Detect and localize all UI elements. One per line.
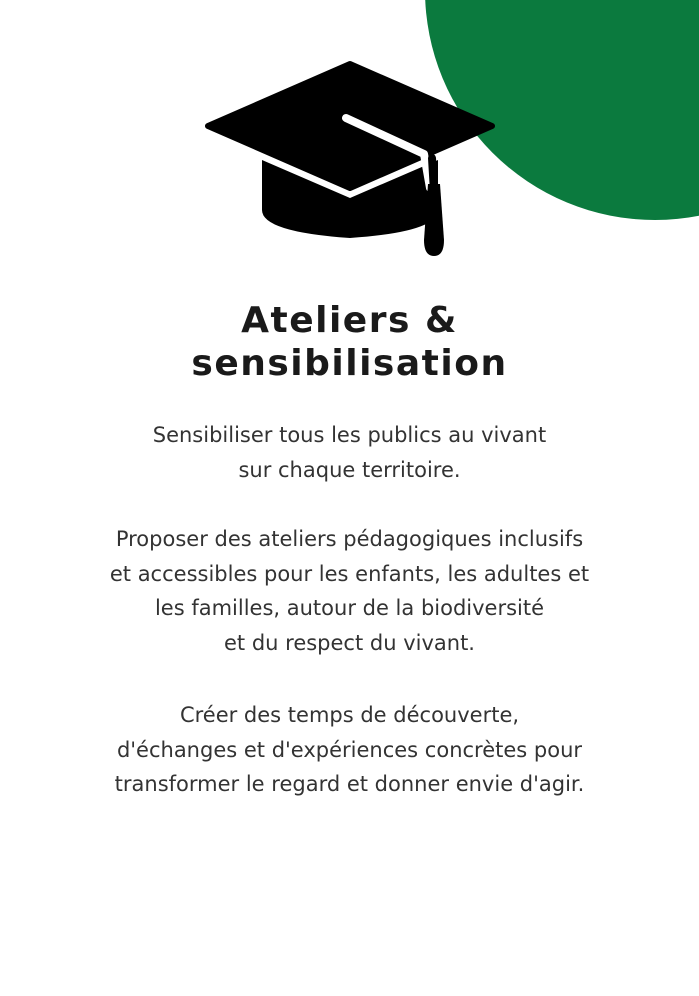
- paragraph-line: Créer des temps de découverte,: [179, 703, 520, 727]
- paragraph-2: [0, 522, 699, 660]
- paragraph-line: Sensibiliser tous les publics au vivant: [152, 423, 547, 447]
- graduation-cap-icon: [200, 60, 500, 265]
- paragraph-line: transformer le regard et donner envie d'agir.: [114, 772, 585, 796]
- paragraph-line: sur chaque territoire.: [238, 457, 461, 482]
- paragraph-line: Proposer des ateliers pédagogiques inclusifs: [115, 527, 584, 551]
- paragraph-line: et accessibles pour les enfants, les adultes et: [109, 561, 590, 586]
- paragraph-line: et du respect du vivant.: [224, 630, 475, 655]
- paragraph-line: les familles, autour de la biodiversité: [154, 596, 545, 620]
- paragraph-1: [0, 418, 699, 487]
- paragraph-line: d'échanges et d'expériences concrètes pour: [116, 737, 583, 762]
- paragraph-3: [0, 698, 699, 802]
- title-line-1: Ateliers &: [241, 300, 458, 341]
- title-line-2: sensibilisation: [191, 343, 508, 384]
